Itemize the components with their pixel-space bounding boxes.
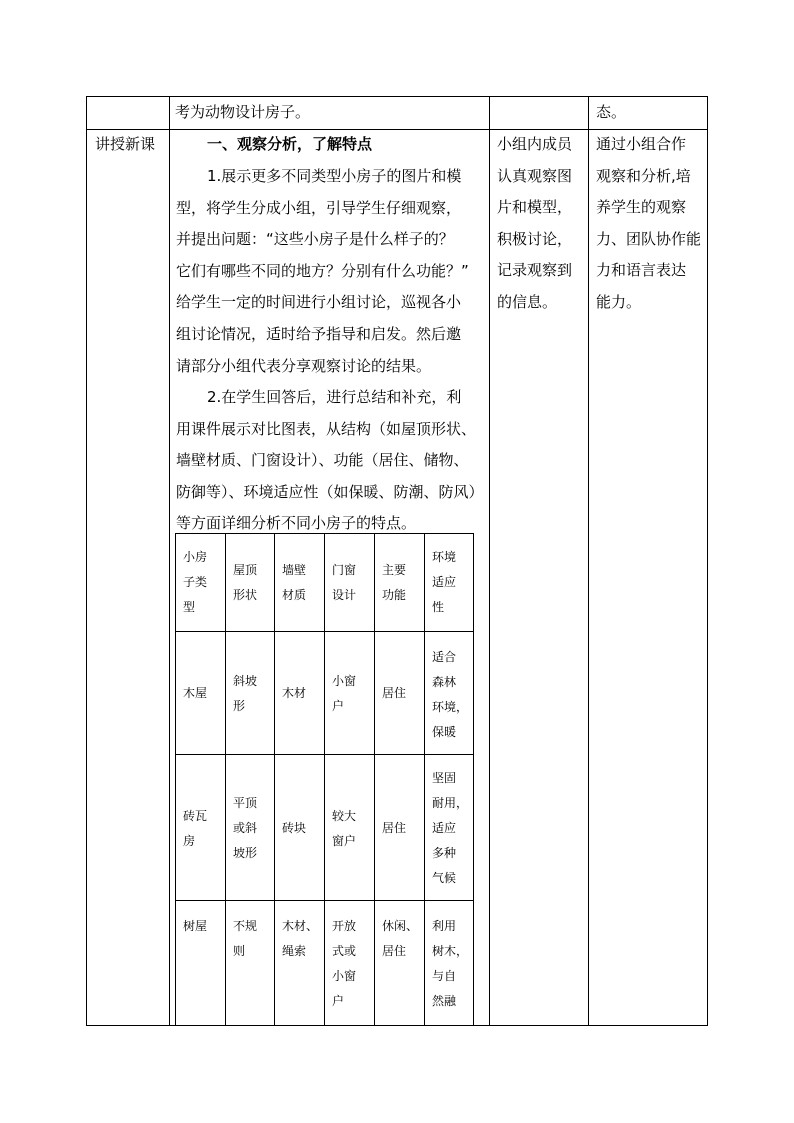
cell-line: 利用 bbox=[432, 919, 457, 933]
paragraph-2-line: 2.在学生回答后，进行总结和补充，利 bbox=[207, 388, 462, 406]
design-purpose-line: 力、团队协作能 bbox=[596, 229, 702, 248]
cell-line: 小窗 bbox=[332, 674, 357, 688]
cell-line: 然融 bbox=[432, 994, 457, 1008]
paragraph-1-line: 它们有哪些不同的地方？分别有什么功能？” bbox=[176, 261, 469, 280]
paragraph-1-line: 并提出问题：“这些小房子是什么样子的？ bbox=[176, 230, 454, 249]
cell-line: 木屋 bbox=[183, 686, 208, 700]
cell-line: 式或 bbox=[332, 944, 357, 958]
header-line: 子类 bbox=[183, 575, 208, 589]
outer-right-border bbox=[707, 96, 708, 1026]
paragraph-2-line: 用课件展示对比图表，从结构（如屋顶形状、 bbox=[176, 419, 477, 438]
section-heading: 一、观察分析，了解特点 bbox=[207, 135, 373, 153]
col-divider-2 bbox=[489, 96, 490, 1026]
header-line: 门窗 bbox=[332, 563, 357, 577]
header-line: 小房 bbox=[183, 550, 208, 564]
header-line: 墙壁 bbox=[282, 563, 307, 577]
paragraph-1-line: 型，将学生分成小组，引导学生仔细观察， bbox=[176, 198, 462, 217]
cell-line: 户 bbox=[332, 994, 345, 1008]
paragraph-2 bbox=[176, 382, 484, 540]
paragraph-1 bbox=[176, 161, 469, 382]
row2-type bbox=[183, 804, 207, 854]
cell-line: 适应 bbox=[432, 821, 457, 835]
header-line: 形状 bbox=[233, 588, 258, 602]
cell-line: 斜坡 bbox=[233, 674, 258, 688]
student-activity-line: 小组内成员 bbox=[497, 135, 573, 153]
design-purpose-line: 观察和分析,培 bbox=[596, 166, 691, 185]
cell-line: 绳索 bbox=[282, 944, 307, 958]
cell-line: 窗户 bbox=[332, 834, 357, 848]
student-activity-line: 片和模型， bbox=[497, 198, 573, 217]
cell-line: 砖块 bbox=[282, 821, 307, 835]
paragraph-2-line: 等方面详细分析不同小房子的特点。 bbox=[176, 514, 417, 533]
header-line: 材质 bbox=[282, 588, 307, 602]
row1-roof bbox=[233, 669, 257, 719]
paragraph-1-line: 请部分小组代表分享观察讨论的结果。 bbox=[176, 356, 432, 375]
cell-line: 户 bbox=[332, 699, 345, 713]
inner-col-divider bbox=[374, 533, 375, 1025]
cell-line: 与自 bbox=[432, 969, 457, 983]
cell-line: 开放 bbox=[332, 919, 357, 933]
cell-line: 较大 bbox=[332, 809, 357, 823]
inner-col-divider bbox=[225, 533, 226, 1025]
design-purpose-line: 力和语言表达 bbox=[596, 261, 687, 280]
cell-line: 不规 bbox=[233, 919, 258, 933]
design-purpose-line: 通过小组合作 bbox=[596, 135, 687, 153]
header-wall-material bbox=[282, 558, 306, 608]
header-main-function bbox=[382, 558, 406, 608]
row3-window bbox=[332, 914, 356, 1014]
cell-line: 多种 bbox=[432, 846, 457, 860]
cell-line: 则 bbox=[233, 944, 246, 958]
cell-line: 适合 bbox=[432, 650, 457, 664]
student-activity-line: 认真观察图 bbox=[497, 166, 573, 185]
inner-right-border bbox=[473, 533, 474, 1025]
paragraph-2-line: 防御等）、环境适应性（如保暖、防潮、防风） bbox=[176, 482, 484, 501]
header-line: 主要 bbox=[382, 563, 407, 577]
row1-adapt bbox=[432, 645, 468, 745]
cell-line: 森林 bbox=[432, 675, 457, 689]
row3-wall bbox=[282, 914, 318, 964]
header-line: 环境 bbox=[432, 550, 457, 564]
header-line: 性 bbox=[432, 600, 445, 614]
row1-function bbox=[382, 681, 406, 706]
header-line: 屋顶 bbox=[233, 563, 258, 577]
row3-roof bbox=[233, 914, 257, 964]
row2-window bbox=[332, 804, 356, 854]
header-window-design bbox=[332, 558, 356, 608]
inner-col-divider bbox=[274, 533, 275, 1025]
cell-line: 环境， bbox=[432, 700, 469, 714]
header-line: 型 bbox=[183, 600, 196, 614]
cell-line: 房 bbox=[183, 834, 196, 848]
cell-line: 形 bbox=[233, 699, 246, 713]
cell-line: 休闲、 bbox=[382, 919, 419, 933]
cell-line: 气候 bbox=[432, 871, 457, 885]
cell-line: 坡形 bbox=[233, 846, 258, 860]
inner-col-divider bbox=[324, 533, 325, 1025]
prev-row-purpose: 态。 bbox=[596, 103, 627, 121]
paragraph-1-line: 给学生一定的时间进行小组讨论，巡视各小 bbox=[176, 293, 462, 312]
cell-line: 小窗 bbox=[332, 969, 357, 983]
header-adaptability bbox=[432, 545, 456, 620]
cell-line: 木材、 bbox=[282, 919, 319, 933]
row3-type bbox=[183, 914, 207, 939]
paragraph-2-line: 墙壁材质、门窗设计）、功能（居住、储物、 bbox=[176, 451, 469, 470]
col-divider-1 bbox=[169, 96, 170, 1026]
stage-label: 讲授新课 bbox=[95, 135, 156, 153]
cell-line: 居住 bbox=[382, 686, 407, 700]
row3-function bbox=[382, 914, 418, 964]
row1-wall bbox=[282, 681, 306, 706]
student-activity-line: 积极讨论， bbox=[497, 229, 573, 248]
row2-function bbox=[382, 816, 406, 841]
row2-roof bbox=[233, 791, 257, 866]
design-purpose-line: 能力。 bbox=[596, 292, 642, 311]
cell-line: 耐用， bbox=[432, 796, 469, 810]
paragraph-1-line: 1.展示更多不同类型小房子的图片和模 bbox=[207, 167, 462, 185]
outer-left-border bbox=[86, 96, 87, 1026]
cell-line: 居住 bbox=[382, 944, 407, 958]
outer-bottom-border bbox=[86, 1025, 708, 1026]
student-activity bbox=[497, 129, 572, 319]
cell-line: 或斜 bbox=[233, 821, 258, 835]
cell-line: 坚固 bbox=[432, 771, 457, 785]
header-line: 功能 bbox=[382, 588, 407, 602]
col-divider-3 bbox=[588, 96, 589, 1026]
row3-adapt bbox=[432, 914, 468, 1014]
cell-line: 树屋 bbox=[183, 919, 208, 933]
row1-type bbox=[183, 681, 207, 706]
header-roof-shape bbox=[233, 558, 257, 608]
cell-line: 平顶 bbox=[233, 796, 258, 810]
inner-col-divider bbox=[424, 533, 425, 1025]
prev-row-content: 考为动物设计房子。 bbox=[175, 103, 311, 121]
header-house-type bbox=[183, 545, 207, 620]
cell-line: 保暖 bbox=[432, 725, 457, 739]
student-activity-line: 的信息。 bbox=[497, 292, 558, 311]
cell-line: 木材 bbox=[282, 686, 307, 700]
row2-adapt bbox=[432, 766, 468, 891]
header-line: 设计 bbox=[332, 588, 357, 602]
design-purpose bbox=[596, 129, 701, 319]
design-purpose-line: 养学生的观察 bbox=[596, 198, 687, 217]
cell-line: 树木， bbox=[432, 944, 469, 958]
row2-wall bbox=[282, 816, 306, 841]
inner-left-border bbox=[175, 533, 176, 1025]
cell-line: 砖瓦 bbox=[183, 809, 208, 823]
row1-window bbox=[332, 669, 356, 719]
header-line: 适应 bbox=[432, 575, 457, 589]
cell-line: 居住 bbox=[382, 821, 407, 835]
paragraph-1-line: 组讨论情况，适时给予指导和启发。然后邀 bbox=[176, 324, 462, 343]
student-activity-line: 记录观察到 bbox=[497, 261, 573, 280]
